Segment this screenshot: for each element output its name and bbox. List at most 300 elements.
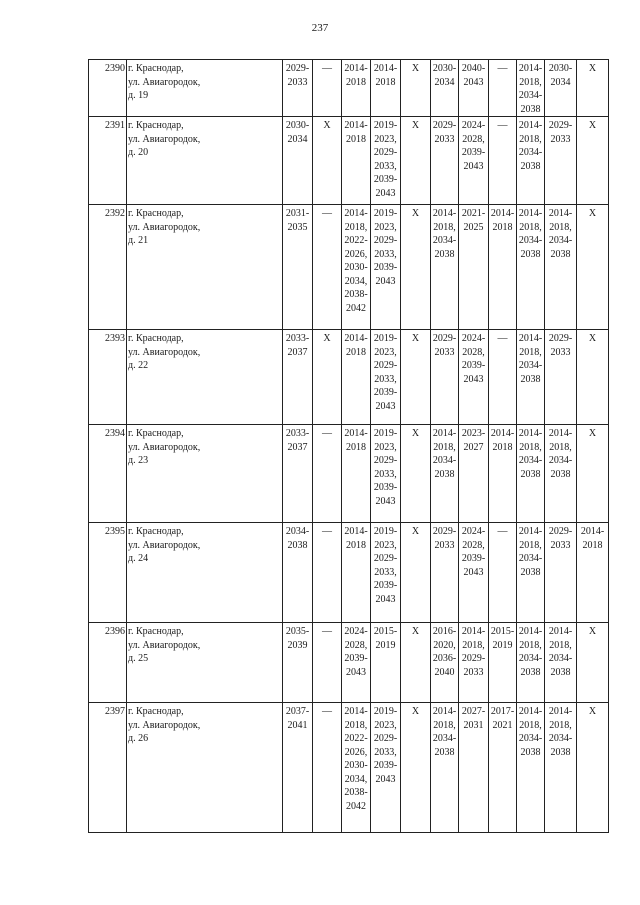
cell-line: 2034- xyxy=(548,653,573,664)
period-cell xyxy=(577,117,609,205)
period-cell xyxy=(342,330,371,425)
period-cell xyxy=(517,60,545,117)
cell-line: 2024- xyxy=(461,526,486,537)
cell-line: 2018, xyxy=(519,76,542,88)
address-line: д. 23 xyxy=(128,455,149,466)
cell-line: 2028, xyxy=(462,346,485,358)
cell-line: 2019- xyxy=(373,333,398,344)
cell-line: 2034- xyxy=(548,733,573,744)
cell-line: 2022- xyxy=(344,733,368,744)
cell-line: 2019- xyxy=(373,706,398,717)
cell-line: 2039- xyxy=(373,262,398,273)
cell-line: X xyxy=(588,333,597,344)
period-cell xyxy=(459,117,489,205)
cell-line: 2027 xyxy=(463,441,484,453)
cell-line: 2043 xyxy=(375,400,396,412)
table-row xyxy=(89,205,609,330)
cell-line: 2014- xyxy=(518,208,543,219)
period-cell xyxy=(489,60,517,117)
cell-line: 2029- xyxy=(373,235,398,246)
period-cell xyxy=(371,703,401,833)
cell-line: 2014- xyxy=(518,526,543,537)
row-number: 2391 xyxy=(89,117,127,205)
cell-line: 2034 xyxy=(287,133,308,145)
period-cell xyxy=(431,425,459,523)
address-cell xyxy=(127,425,283,523)
cell-line: 2041 xyxy=(287,719,308,731)
cell-line: 2043 xyxy=(375,187,396,199)
cell-line: 2033 xyxy=(550,346,571,358)
address-cell xyxy=(127,523,283,623)
period-cell xyxy=(401,425,431,523)
cell-line: 2043 xyxy=(375,773,396,785)
cell-line: 2031- xyxy=(285,208,310,219)
cell-line: 2043 xyxy=(375,593,396,605)
cell-line: 2014- xyxy=(344,120,368,131)
cell-line: 2014- xyxy=(432,428,457,439)
cell-line: 2033 xyxy=(434,133,455,145)
table-row xyxy=(89,330,609,425)
cell-line: 2033 xyxy=(434,539,455,551)
cell-line: 2038 xyxy=(520,666,541,678)
cell-line: 2038 xyxy=(520,468,541,480)
cell-line: — xyxy=(497,526,508,537)
cell-line: — xyxy=(322,208,332,219)
period-cell xyxy=(371,117,401,205)
address-line: ул. Авиагородок, xyxy=(128,539,201,551)
cell-line: 2019 xyxy=(375,639,396,651)
period-cell xyxy=(545,523,577,623)
cell-line: 2029- xyxy=(432,333,457,344)
cell-line: 2018, xyxy=(549,719,572,731)
address-line: г. Краснодар, xyxy=(128,428,184,439)
cell-line: 2029- xyxy=(548,120,573,131)
cell-line: 2025 xyxy=(463,221,484,233)
cell-line: 2018, xyxy=(433,441,456,453)
cell-line: 2033, xyxy=(374,566,397,578)
address-line: д. 19 xyxy=(128,90,149,101)
cell-line: 2026, xyxy=(344,746,368,758)
cell-line: 2024- xyxy=(461,120,486,131)
cell-line: 2014- xyxy=(518,63,543,74)
cell-line: X xyxy=(411,706,420,717)
cell-line: 2018, xyxy=(549,639,572,651)
cell-line: 2018 xyxy=(346,76,366,88)
address-cell xyxy=(127,623,283,703)
cell-line: 2018, xyxy=(519,221,542,233)
period-cell xyxy=(401,703,431,833)
cell-line: 2033, xyxy=(374,373,397,385)
cell-line: 2038 xyxy=(520,248,541,260)
address-line: г. Краснодар, xyxy=(128,526,184,537)
cell-line: 2038 xyxy=(550,666,571,678)
cell-line: 2028, xyxy=(344,639,368,651)
cell-line: — xyxy=(497,120,508,131)
period-cell xyxy=(577,523,609,623)
cell-line: 2034- xyxy=(518,553,543,564)
period-cell xyxy=(431,523,459,623)
cell-line: 2038- xyxy=(344,289,368,300)
cell-line: 2034- xyxy=(432,235,457,246)
cell-line: 2014- xyxy=(344,208,368,219)
cell-line: 2033- xyxy=(285,428,310,439)
cell-line: 2034- xyxy=(548,235,573,246)
cell-line: 2033, xyxy=(374,746,397,758)
cell-line: 2043 xyxy=(375,495,396,507)
address-line: д. 21 xyxy=(128,235,149,246)
cell-line: 2018 xyxy=(346,539,366,551)
cell-line: 2043 xyxy=(463,160,484,172)
row-number: 2396 xyxy=(89,623,127,703)
period-cell xyxy=(517,425,545,523)
cell-line: — xyxy=(497,63,508,74)
cell-line: 2014- xyxy=(580,526,605,537)
cell-line: 2043 xyxy=(463,566,484,578)
address-line: д. 25 xyxy=(128,653,149,664)
cell-line: 2040 xyxy=(434,666,455,678)
cell-line: 2029- xyxy=(373,733,398,744)
cell-line: 2027- xyxy=(461,706,486,717)
cell-line: 2014- xyxy=(548,626,573,637)
cell-line: X xyxy=(411,626,420,637)
cell-line: 2033, xyxy=(374,468,397,480)
cell-line: 2018, xyxy=(519,639,542,651)
period-cell xyxy=(577,425,609,523)
cell-line: 2030- xyxy=(432,63,457,74)
cell-line: 2034- xyxy=(285,526,310,537)
address-line: ул. Авиагородок, xyxy=(128,221,201,233)
table-row xyxy=(89,425,609,523)
cell-line: 2031 xyxy=(463,719,484,731)
registry-table xyxy=(88,59,609,833)
cell-line: 2029- xyxy=(548,526,573,537)
period-cell xyxy=(342,60,371,117)
cell-line: 2033- xyxy=(285,333,310,344)
period-cell xyxy=(489,523,517,623)
cell-line: 2034- xyxy=(518,360,543,371)
period-cell xyxy=(371,330,401,425)
cell-line: 2028, xyxy=(462,133,485,145)
period-cell xyxy=(342,623,371,703)
table-row xyxy=(89,703,609,833)
address-line: д. 22 xyxy=(128,360,149,371)
period-cell xyxy=(283,425,313,523)
period-cell xyxy=(545,60,577,117)
cell-line: 2033 xyxy=(287,76,308,88)
cell-line: 2018 xyxy=(492,221,513,233)
cell-line: — xyxy=(322,428,332,439)
cell-line: 2014- xyxy=(432,208,457,219)
cell-line: 2015- xyxy=(490,626,515,637)
cell-line: 2043 xyxy=(346,666,366,678)
cell-line: 2030- xyxy=(548,63,573,74)
cell-line: 2033 xyxy=(550,539,571,551)
cell-line: 2043 xyxy=(463,373,484,385)
cell-line: 2018, xyxy=(462,639,485,651)
cell-line: 2034 xyxy=(550,76,571,88)
cell-line: 2038 xyxy=(520,746,541,758)
cell-line: 2018 xyxy=(346,441,366,453)
period-cell xyxy=(577,60,609,117)
period-cell xyxy=(283,60,313,117)
cell-line: 2034- xyxy=(548,455,573,466)
cell-line: 2039 xyxy=(287,639,308,651)
period-cell xyxy=(459,425,489,523)
cell-line: 2019- xyxy=(373,120,398,131)
period-cell xyxy=(489,623,517,703)
row-number: 2393 xyxy=(89,330,127,425)
period-cell xyxy=(283,205,313,330)
period-cell xyxy=(577,330,609,425)
period-cell xyxy=(489,205,517,330)
cell-line: 2034 xyxy=(434,76,455,88)
cell-line: 2021 xyxy=(492,719,513,731)
period-cell xyxy=(517,117,545,205)
address-cell xyxy=(127,117,283,205)
cell-line: 2014- xyxy=(344,63,368,74)
cell-line: 2020, xyxy=(433,639,456,651)
cell-line: 2018, xyxy=(519,719,542,731)
cell-line: 2018 xyxy=(346,346,366,358)
cell-line: 2018, xyxy=(344,221,368,233)
cell-line: 2034- xyxy=(432,733,457,744)
period-cell xyxy=(577,623,609,703)
period-cell xyxy=(431,205,459,330)
cell-line: X xyxy=(411,120,420,131)
cell-line: 2033 xyxy=(550,133,571,145)
cell-line: 2038 xyxy=(520,566,541,578)
cell-line: 2029- xyxy=(548,333,573,344)
cell-line: 2014- xyxy=(518,120,543,131)
cell-line: 2023- xyxy=(461,428,486,439)
cell-line: 2029- xyxy=(373,147,398,158)
cell-line: — xyxy=(322,526,332,537)
period-cell xyxy=(517,205,545,330)
period-cell xyxy=(577,703,609,833)
registry-body xyxy=(89,60,609,833)
cell-line: 2034, xyxy=(344,275,368,287)
period-cell xyxy=(545,205,577,330)
cell-line: 2034, xyxy=(344,773,368,785)
cell-line: X xyxy=(588,208,597,219)
period-cell xyxy=(313,205,342,330)
address-line: д. 24 xyxy=(128,553,149,564)
cell-line: 2014- xyxy=(432,706,457,717)
cell-line: 2034- xyxy=(518,147,543,158)
period-cell xyxy=(401,623,431,703)
cell-line: 2019 xyxy=(492,639,513,651)
period-cell xyxy=(545,330,577,425)
cell-line: 2039- xyxy=(373,482,398,493)
period-cell xyxy=(517,330,545,425)
cell-line: 2024- xyxy=(461,333,486,344)
period-cell xyxy=(431,623,459,703)
cell-line: 2024- xyxy=(344,626,368,637)
cell-line: 2018, xyxy=(519,346,542,358)
cell-line: 2038 xyxy=(550,248,571,260)
cell-line: 2029- xyxy=(432,120,457,131)
period-cell xyxy=(283,330,313,425)
cell-line: 2023, xyxy=(374,346,397,358)
cell-line: 2016- xyxy=(432,626,457,637)
address-line: г. Краснодар, xyxy=(128,333,184,344)
period-cell xyxy=(431,117,459,205)
cell-line: 2029- xyxy=(285,63,310,74)
cell-line: 2014- xyxy=(518,626,543,637)
address-line: г. Краснодар, xyxy=(128,208,184,219)
cell-line: 2014- xyxy=(548,208,573,219)
cell-line: 2034- xyxy=(432,455,457,466)
cell-line: X xyxy=(588,428,597,439)
cell-line: 2023, xyxy=(374,719,397,731)
period-cell xyxy=(313,623,342,703)
cell-line: 2014- xyxy=(373,63,398,74)
cell-line: 2039- xyxy=(373,580,398,591)
cell-line: 2026, xyxy=(344,248,368,260)
cell-line: X xyxy=(588,63,597,74)
cell-line: 2035 xyxy=(287,221,308,233)
cell-line: 2023, xyxy=(374,441,397,453)
row-number: 2394 xyxy=(89,425,127,523)
cell-line: 2039- xyxy=(373,760,398,771)
address-cell xyxy=(127,703,283,833)
cell-line: 2018, xyxy=(519,539,542,551)
period-cell xyxy=(342,205,371,330)
cell-line: 2014- xyxy=(490,208,515,219)
cell-line: — xyxy=(322,706,332,717)
period-cell xyxy=(517,623,545,703)
cell-line: X xyxy=(411,208,420,219)
period-cell xyxy=(313,523,342,623)
cell-line: 2029- xyxy=(461,653,486,664)
cell-line: 2034- xyxy=(518,90,543,101)
address-line: д. 26 xyxy=(128,733,149,744)
cell-line: X xyxy=(588,626,597,637)
cell-line: X xyxy=(588,120,597,131)
address-line: ул. Авиагородок, xyxy=(128,133,201,145)
period-cell xyxy=(342,425,371,523)
cell-line: 2014- xyxy=(344,428,368,439)
period-cell xyxy=(577,205,609,330)
cell-line: X xyxy=(323,333,331,344)
cell-line: 2014- xyxy=(461,626,486,637)
cell-line: 2038 xyxy=(520,373,541,385)
cell-line: 2039- xyxy=(461,360,486,371)
cell-line: 2018, xyxy=(433,221,456,233)
row-number: 2390 xyxy=(89,60,127,117)
cell-line: 2037 xyxy=(287,346,308,358)
cell-line: 2038 xyxy=(434,248,455,260)
address-line: ул. Авиагородок, xyxy=(128,719,201,731)
cell-line: 2038 xyxy=(550,468,571,480)
address-line: г. Краснодар, xyxy=(128,63,184,74)
cell-line: 2037- xyxy=(285,706,310,717)
cell-line: 2039- xyxy=(461,147,486,158)
cell-line: 2019- xyxy=(373,208,398,219)
cell-line: 2036- xyxy=(432,653,457,664)
cell-line: 2014- xyxy=(548,706,573,717)
cell-line: 2039- xyxy=(461,553,486,564)
row-number: 2397 xyxy=(89,703,127,833)
cell-line: 2037 xyxy=(287,441,308,453)
cell-line: 2035- xyxy=(285,626,310,637)
period-cell xyxy=(371,523,401,623)
period-cell xyxy=(371,623,401,703)
period-cell xyxy=(283,117,313,205)
cell-line: 2038 xyxy=(520,160,541,172)
period-cell xyxy=(401,60,431,117)
cell-line: 2042 xyxy=(346,800,366,812)
period-cell xyxy=(342,523,371,623)
cell-line: 2019- xyxy=(373,428,398,439)
period-cell xyxy=(431,330,459,425)
cell-line: 2014- xyxy=(518,333,543,344)
address-cell xyxy=(127,205,283,330)
cell-line: 2029- xyxy=(373,455,398,466)
cell-line: 2038- xyxy=(344,787,368,798)
address-line: г. Краснодар, xyxy=(128,120,184,131)
period-cell xyxy=(313,703,342,833)
address-line: д. 20 xyxy=(128,147,149,158)
address-line: ул. Авиагородок, xyxy=(128,639,201,651)
period-cell xyxy=(459,703,489,833)
period-cell xyxy=(459,623,489,703)
cell-line: — xyxy=(322,626,332,637)
period-cell xyxy=(283,523,313,623)
cell-line: 2043 xyxy=(375,275,396,287)
period-cell xyxy=(489,425,517,523)
period-cell xyxy=(313,330,342,425)
cell-line: 2015- xyxy=(373,626,398,637)
cell-line: 2039- xyxy=(344,653,368,664)
cell-line: 2018 xyxy=(375,76,396,88)
cell-line: 2018, xyxy=(519,441,542,453)
cell-line: 2018 xyxy=(346,133,366,145)
cell-line: 2040- xyxy=(461,63,486,74)
cell-line: 2014- xyxy=(490,428,515,439)
period-cell xyxy=(342,703,371,833)
table-row xyxy=(89,117,609,205)
cell-line: 2033 xyxy=(434,346,455,358)
period-cell xyxy=(459,205,489,330)
period-cell xyxy=(545,703,577,833)
cell-line: 2018, xyxy=(519,133,542,145)
cell-line: 2039- xyxy=(373,174,398,185)
cell-line: 2018 xyxy=(492,441,513,453)
cell-line: 2043 xyxy=(463,76,484,88)
page-number: 237 xyxy=(311,22,329,34)
period-cell xyxy=(431,60,459,117)
period-cell xyxy=(459,60,489,117)
cell-line: 2042 xyxy=(346,302,366,314)
cell-line: 2029- xyxy=(432,526,457,537)
cell-line: 2033 xyxy=(463,666,484,678)
period-cell xyxy=(401,330,431,425)
cell-line: 2030- xyxy=(344,262,368,273)
cell-line: 2039- xyxy=(373,387,398,398)
cell-line: 2021- xyxy=(461,208,486,219)
table-row xyxy=(89,523,609,623)
cell-line: X xyxy=(411,526,420,537)
period-cell xyxy=(283,703,313,833)
cell-line: 2023, xyxy=(374,221,397,233)
cell-line: 2034- xyxy=(518,653,543,664)
cell-line: 2038 xyxy=(287,539,308,551)
cell-line: — xyxy=(322,63,332,74)
period-cell xyxy=(313,425,342,523)
period-cell xyxy=(489,330,517,425)
address-line: ул. Авиагородок, xyxy=(128,441,201,453)
